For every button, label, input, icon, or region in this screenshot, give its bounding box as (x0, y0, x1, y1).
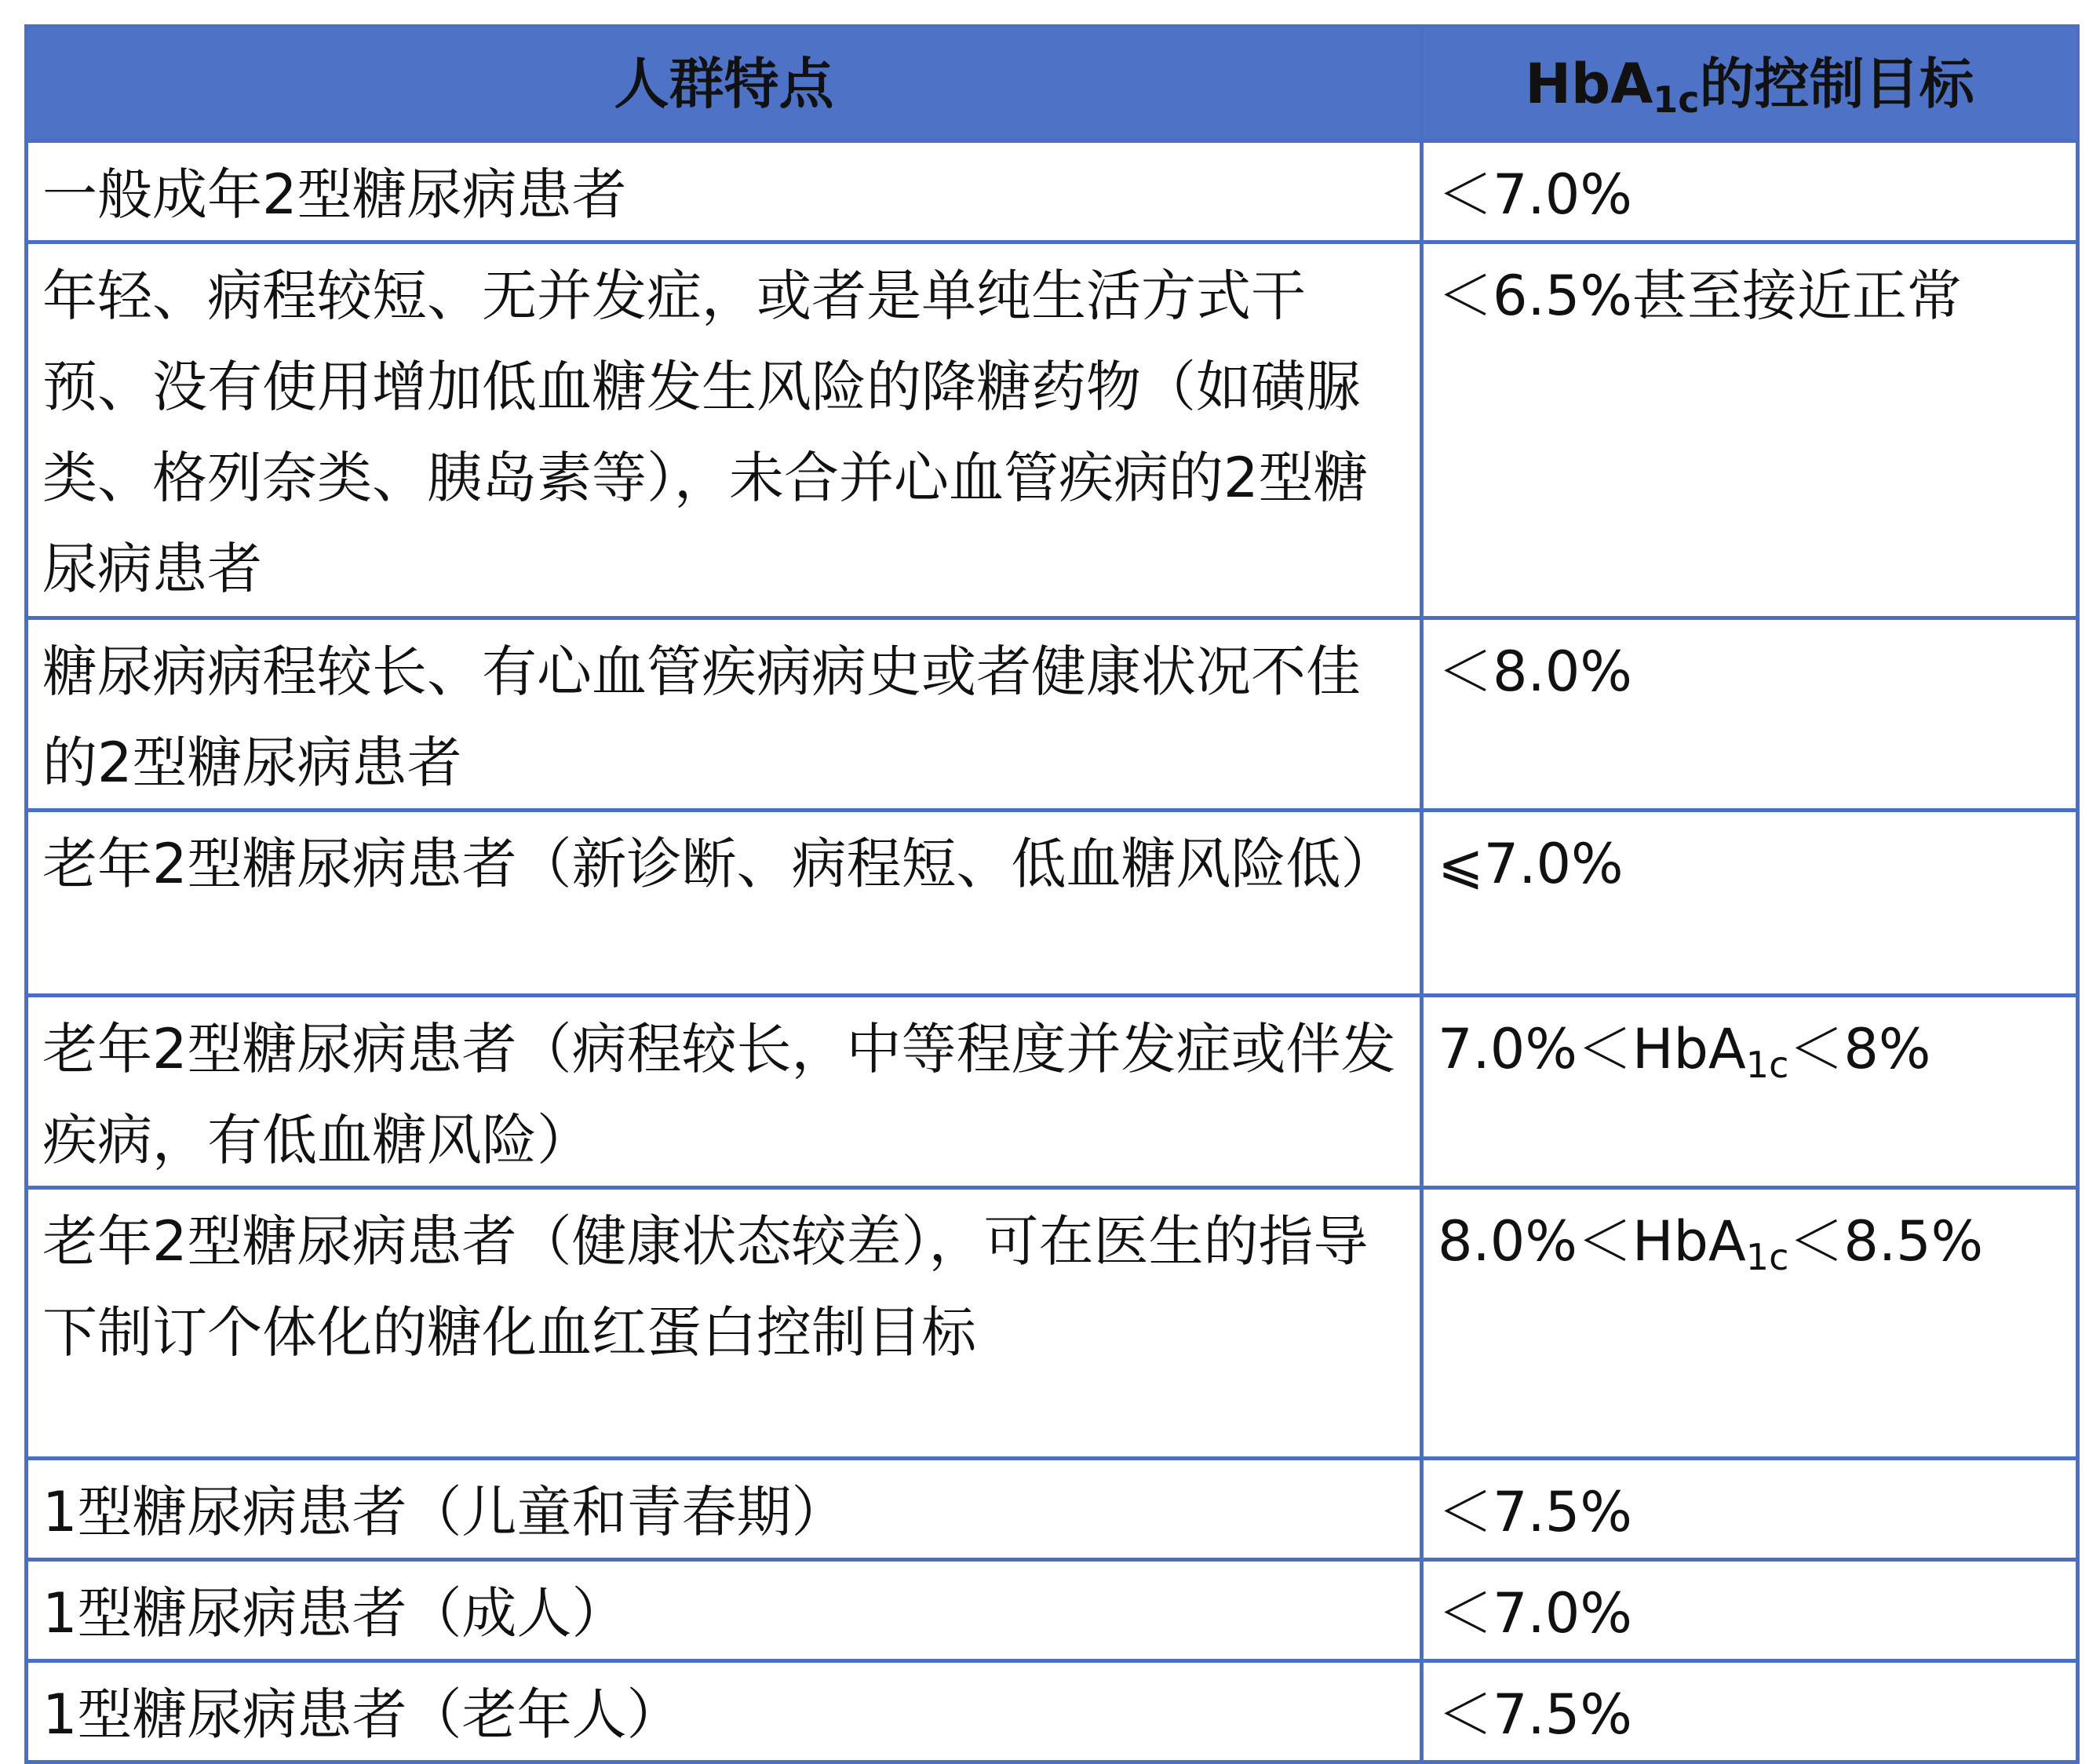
population-text: 糖尿病病程较长、有心血管疾病病史或者健康状况不佳的2型糖尿病患者 (42, 640, 1361, 795)
target-cell (1422, 1188, 2078, 1459)
target-cell (1422, 242, 2078, 618)
population-text: 老年2型糖尿病患者（新诊断、病程短、低血糖风险低） (42, 832, 1396, 896)
target-suffix: ＜8.5% (1788, 1209, 1984, 1274)
header-hba-subscript: 1c (1653, 78, 1700, 121)
target-cell (1422, 1459, 2078, 1560)
population-text: 一般成年2型糖尿病患者 (42, 162, 627, 227)
target-cell (1422, 1661, 2078, 1762)
table-row (27, 141, 2078, 242)
table-row (27, 1459, 2078, 1560)
population-text: 1型糖尿病患者（老年人） (42, 1682, 682, 1747)
target-prefix: 7.0%＜HbA (1438, 1017, 1746, 1081)
column-header-population: 人群特点 (27, 27, 1422, 141)
target-text: ＜6.5%甚至接近正常 (1438, 264, 1962, 328)
target-text: ＜7.5% (1438, 1480, 1632, 1544)
table-row (27, 996, 2078, 1188)
target-cell (1422, 1560, 2078, 1661)
population-cell (27, 996, 1422, 1188)
population-cell (27, 242, 1422, 618)
target-cell (1422, 618, 2078, 811)
hba1c-target-table-container (24, 24, 2076, 1747)
population-cell (27, 618, 1422, 811)
target-cell (1422, 141, 2078, 242)
population-text: 老年2型糖尿病患者（健康状态较差），可在医生的指导下制订个体化的糖化血红蛋白控制目标 (42, 1209, 1369, 1365)
population-text: 老年2型糖尿病患者（病程较长，中等程度并发症或伴发疾病，有低血糖风险） (42, 1017, 1396, 1172)
target-text: ＜7.5% (1438, 1682, 1632, 1747)
population-text: 1型糖尿病患者（成人） (42, 1581, 627, 1646)
target-text (1424, 1190, 2076, 1287)
population-cell (27, 811, 1422, 996)
table-header-row (27, 27, 2078, 141)
table-row (27, 1560, 2078, 1661)
target-text: ⩽7.0% (1438, 832, 1624, 896)
target-subscript: 1c (1745, 1044, 1789, 1086)
population-text: 1型糖尿病患者（儿童和青春期） (42, 1480, 847, 1544)
population-text: 年轻、病程较短、无并发症，或者是单纯生活方式干预、没有使用增加低血糖发生风险的降糖药物（如磺脲类、格列奈类、胰岛素等），未合并心血管疾病的2型糖尿病患者 (42, 264, 1369, 601)
table-row (27, 811, 2078, 996)
column-header-target (1422, 27, 2078, 141)
header-hba-prefix: HbA (1525, 51, 1653, 116)
table-row (27, 1188, 2078, 1459)
target-text: ＜7.0% (1438, 1581, 1632, 1646)
table-row (27, 1661, 2078, 1762)
target-prefix: 8.0%＜HbA (1438, 1209, 1746, 1274)
target-text (1424, 997, 2076, 1095)
target-suffix: ＜8% (1788, 1017, 1931, 1081)
table-row (27, 618, 2078, 811)
target-text: ＜7.0% (1438, 162, 1632, 227)
table-row (27, 242, 2078, 618)
target-cell (1422, 996, 2078, 1188)
population-cell (27, 141, 1422, 242)
target-subscript: 1c (1745, 1236, 1789, 1278)
header-hba-suffix: 的控制目标 (1699, 51, 1974, 116)
population-cell (27, 1188, 1422, 1459)
population-cell (27, 1560, 1422, 1661)
population-cell (27, 1459, 1422, 1560)
target-cell (1422, 811, 2078, 996)
hba1c-target-table (24, 24, 2080, 1764)
population-cell (27, 1661, 1422, 1762)
target-text: ＜8.0% (1438, 640, 1632, 704)
